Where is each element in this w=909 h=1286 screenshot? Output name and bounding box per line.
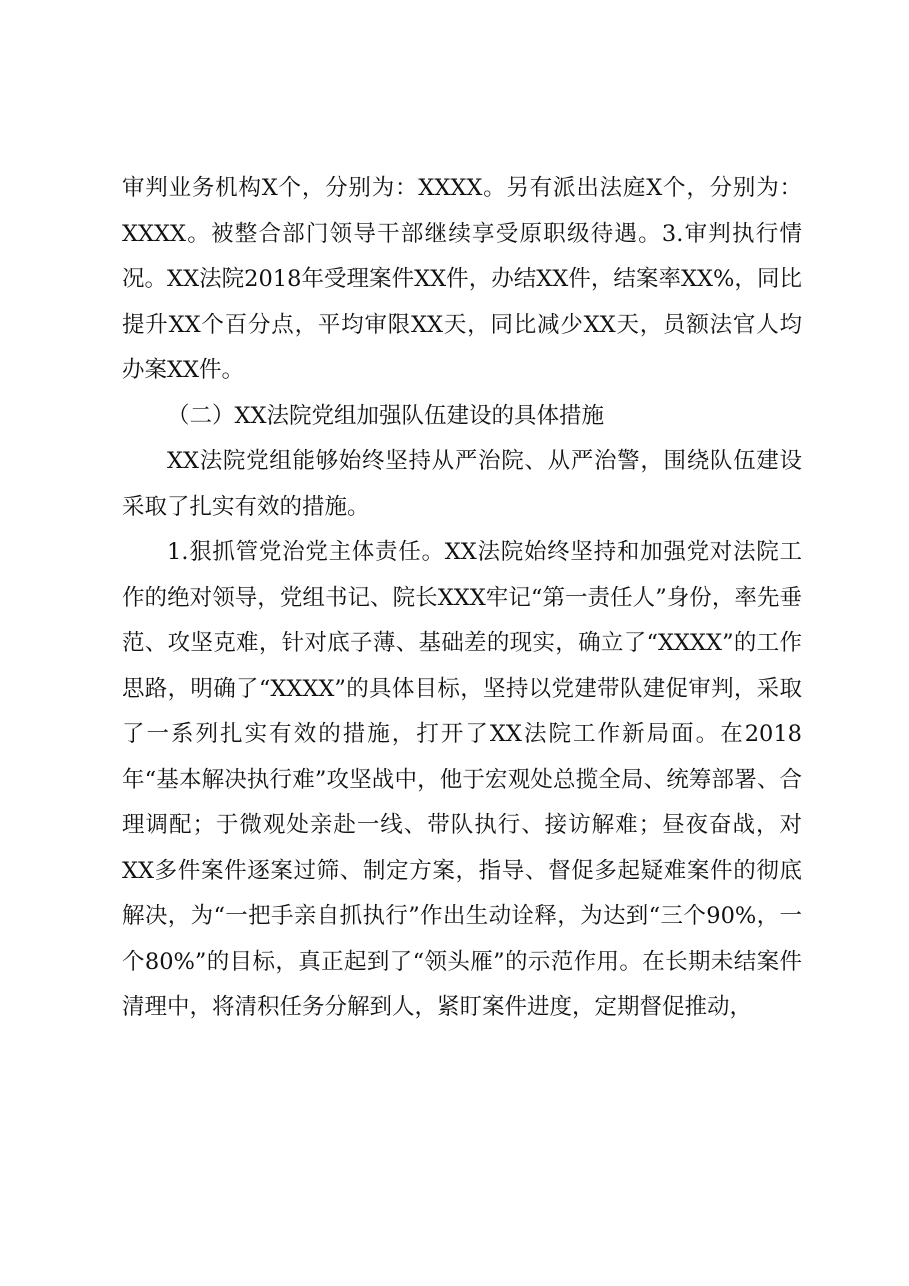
section-heading: （二）XX法院党组加强队伍建设的具体措施 bbox=[167, 402, 605, 429]
paragraph-team-building-intro: XX法院党组能够始终坚持从严治院、从严治警，围绕队伍建设采取了扎实有效的措施。 bbox=[122, 448, 802, 520]
paragraph-party-responsibility: 1.狠抓管党治党主体责任。XX法院始终坚持和加强党对法院工作的绝对领导，党组书记、院长XXX牢记“第一责任人”身份，率先垂范、攻坚克难，针对底子薄、基础差的现实，确立了“XXXX”的工作思路，明确了“XXXX”的具体目标，坚持以党建带队建促审判，采取了一系列扎实有效的措施，打开了XX法院工作新局面。在2018年“基本解决执行难”攻坚战中，他于宏观处总揽全局、统筹部署、合理调配；于微观处亲赴一线、带队执行、接访解难；昼夜奋战，对XX多件案件逐案过筛、制定方案，指导、督促多起疑难案件的彻底解决，为“一把手亲自抓执行”作出生动诠释，为达到“三个90%，一个80%”的目标，真正起到了“领头雁”的示范作用。在长期未结案件清理中，将清积任务分解到人，紧盯案件进度，定期督促推动， bbox=[122, 539, 802, 1020]
document-body bbox=[122, 166, 802, 1031]
paragraph-trial-statistics: 审判业务机构X个，分别为：XXXX。另有派出法庭X个，分别为：XXXX。被整合部门领导干部继续享受原职级待遇。3.审判执行情况。XX法院2018年受理案件XX件，办结XX件，结案率XX%，同比提升XX个百分点，平均审限XX天，同比减少XX天，员额法官人均办案XX件。 bbox=[122, 175, 802, 383]
